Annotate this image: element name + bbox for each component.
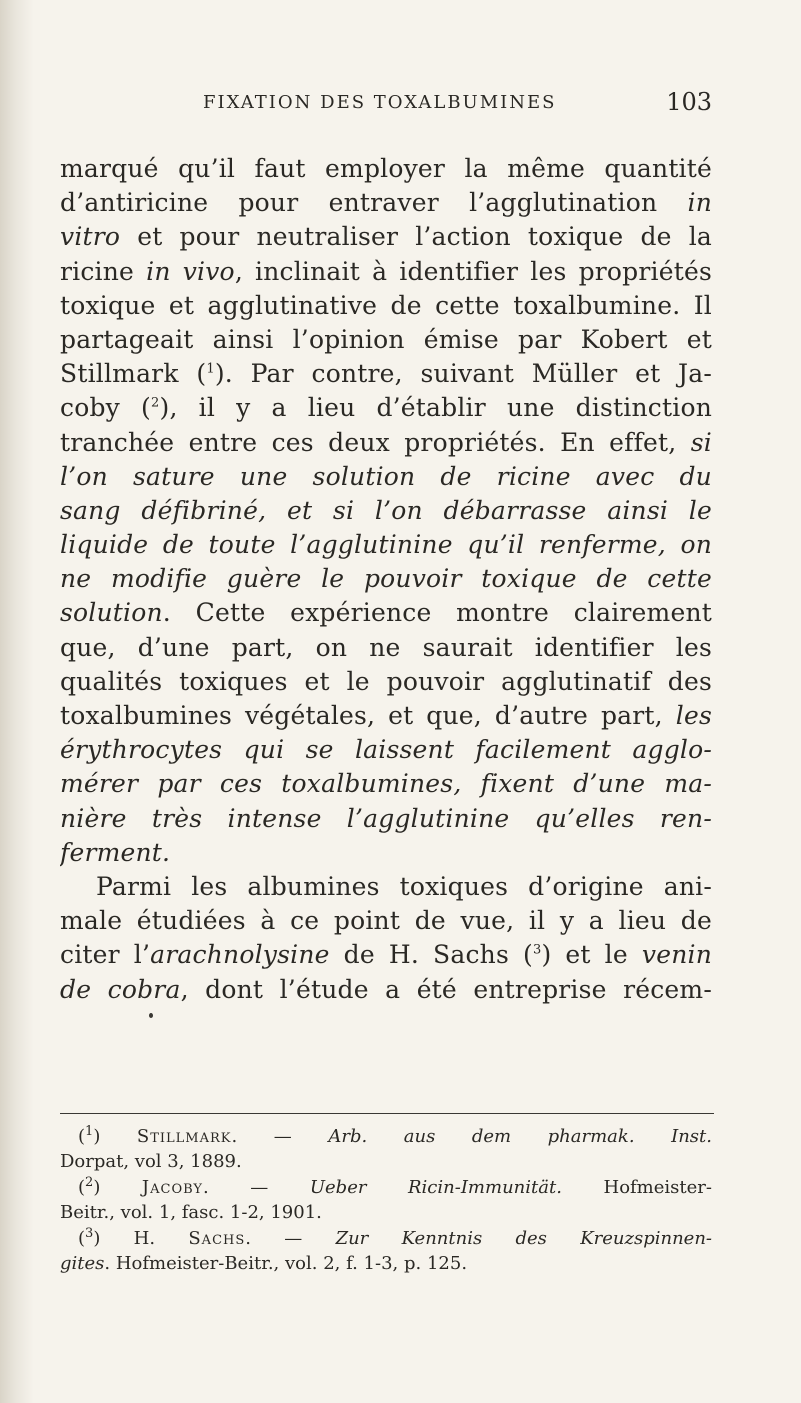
text-line <box>60 665 712 699</box>
text-span: qualités toxiques et le pouvoir agglutinatif des <box>60 666 712 696</box>
text-line <box>60 494 712 528</box>
ink-speck <box>149 1013 153 1018</box>
italic-span: liquide de toute l’agglutinine qu’il renferme, on <box>60 530 712 560</box>
text-span: Hofmeister- <box>561 1176 712 1198</box>
footnote-ref: 3 <box>532 942 542 958</box>
italic-span: ne modifie guère le pouvoir toxique de cette <box>60 564 712 594</box>
text-line <box>60 426 712 460</box>
text-span: Parmi les albumines toxiques d’origine ani- <box>96 871 712 901</box>
footnote-line <box>60 1226 712 1251</box>
text-span: ( <box>78 1126 86 1147</box>
text-line <box>60 938 712 972</box>
text-span: Beitr., vol. 1, fasc. 1-2, 1901. <box>60 1202 322 1224</box>
text-span: , inclinait à identifier les propriétés <box>234 256 712 286</box>
text-span: . — <box>245 1227 336 1249</box>
text-span: . — <box>203 1176 310 1198</box>
text-line <box>60 152 712 186</box>
author-name: Jacoby <box>141 1176 204 1198</box>
italic-span: de cobra <box>60 974 181 1004</box>
text-span: ) <box>93 1126 137 1147</box>
italic-span: nière très intense l’agglutinine qu’elles ren- <box>60 803 712 833</box>
italic-span: arachnolysine <box>150 940 330 970</box>
text-span: Stillmark ( <box>60 359 207 389</box>
text-line <box>60 220 712 254</box>
italic-span: si <box>690 427 712 457</box>
text-line <box>60 733 712 767</box>
italic-span: in vivo <box>146 256 235 286</box>
italic-span: Arb. aus dem pharmak. Inst. <box>328 1126 712 1147</box>
text-line <box>60 255 712 289</box>
text-span: male étudiées à ce point de vue, il y a lieu de <box>60 906 712 936</box>
page-number: 103 <box>666 88 712 116</box>
text-line <box>60 904 712 938</box>
italic-span: in <box>687 188 712 218</box>
footnote-rule <box>60 1113 714 1114</box>
italic-span: ferment. <box>60 837 171 867</box>
text-span: ( <box>78 1227 86 1249</box>
text-line <box>60 973 712 1007</box>
text-line <box>60 289 712 323</box>
author-name: Stillmark <box>136 1126 232 1147</box>
text-span: . Hofmeister-Beitr., vol. 2, f. 1-3, p. 125. <box>104 1252 468 1274</box>
italic-span: érythrocytes qui se laissent facilement agglo- <box>60 735 712 765</box>
text-span: ). Par contre, suivant Müller et Ja- <box>214 359 712 389</box>
italic-span: les <box>675 701 712 730</box>
text-span: ricine <box>60 256 147 286</box>
text-line <box>60 631 712 665</box>
author-name: Sachs <box>188 1227 246 1249</box>
text-span: d’antiricine pour entraver l’agglutination <box>60 188 688 218</box>
italic-span: l’on sature une solution de ricine avec du <box>60 461 712 491</box>
italic-span: gites <box>60 1252 105 1274</box>
text-span: ( <box>78 1176 86 1198</box>
footnotes <box>60 1124 712 1276</box>
text-span: toxique et agglutinative de cette toxalbumine. Il <box>60 290 712 320</box>
text-span: ), il y a lieu d’établir une distinction <box>159 393 712 423</box>
italic-span: mérer par ces toxalbumines, fixent d’une ma- <box>60 769 712 799</box>
text-span: , dont l’étude a été entreprise récem- <box>180 974 712 1004</box>
page-header <box>60 88 712 128</box>
text-line <box>60 767 712 801</box>
text-span: . Cette expérience montre clairement <box>162 598 712 628</box>
italic-span: Zur Kenntnis des Kreuzspinnen- <box>335 1227 712 1249</box>
footnote-line <box>60 1251 712 1276</box>
footnote-line <box>60 1124 712 1149</box>
text-span: citer l’ <box>60 940 151 970</box>
text-span: toxalbumines végétales, et que, d’autre part, <box>60 701 676 730</box>
text-span: de H. Sachs ( <box>329 940 533 970</box>
text-span: tranchée entre ces deux propriétés. En effet, <box>60 427 691 457</box>
italic-span: venin <box>641 940 712 970</box>
text-line <box>60 562 712 596</box>
text-span: et pour neutraliser l’action toxique de la <box>120 222 712 252</box>
text-line <box>60 460 712 494</box>
body-text <box>60 152 712 1007</box>
text-line <box>60 836 712 870</box>
text-span: ) et le <box>541 940 642 970</box>
text-span: coby ( <box>60 393 152 423</box>
running-head: FIXATION DES TOXALBUMINES <box>203 92 557 113</box>
italic-span: Ueber Ricin-Immunität. <box>309 1176 562 1198</box>
italic-span: vitro <box>60 222 121 252</box>
paragraph-start-line <box>60 870 712 904</box>
footnote-line <box>60 1175 712 1200</box>
text-span: marqué qu’il faut employer la même quantité <box>60 154 712 183</box>
text-line <box>60 186 712 220</box>
footnote-ref: 1 <box>85 1124 94 1139</box>
footnote-ref: 2 <box>151 395 160 411</box>
footnote-ref: 3 <box>85 1225 94 1241</box>
text-line <box>60 357 712 391</box>
footnote-ref: 1 <box>206 361 215 377</box>
italic-span: solution <box>60 598 163 628</box>
text-span: . — <box>231 1126 329 1147</box>
footnote-line <box>60 1149 712 1174</box>
page-binding-shadow <box>0 0 34 1403</box>
text-line <box>60 391 712 425</box>
italic-span: sang défibriné, et si l’on débarrasse ainsi le <box>60 495 712 525</box>
text-line <box>60 528 712 562</box>
footnote-line <box>60 1200 712 1225</box>
text-span: ) <box>93 1176 142 1198</box>
text-line <box>60 802 712 836</box>
text-line <box>60 699 712 733</box>
text-span: que, d’une part, on ne saurait identifier les <box>60 632 712 662</box>
text-span: ) H. <box>93 1227 189 1249</box>
text-line <box>60 596 712 630</box>
text-span: Dorpat, vol 3, 1889. <box>60 1151 242 1173</box>
text-span: partageait ainsi l’opinion émise par Kobert et <box>60 324 712 354</box>
text-line <box>60 323 712 357</box>
footnote-ref: 2 <box>85 1174 94 1190</box>
